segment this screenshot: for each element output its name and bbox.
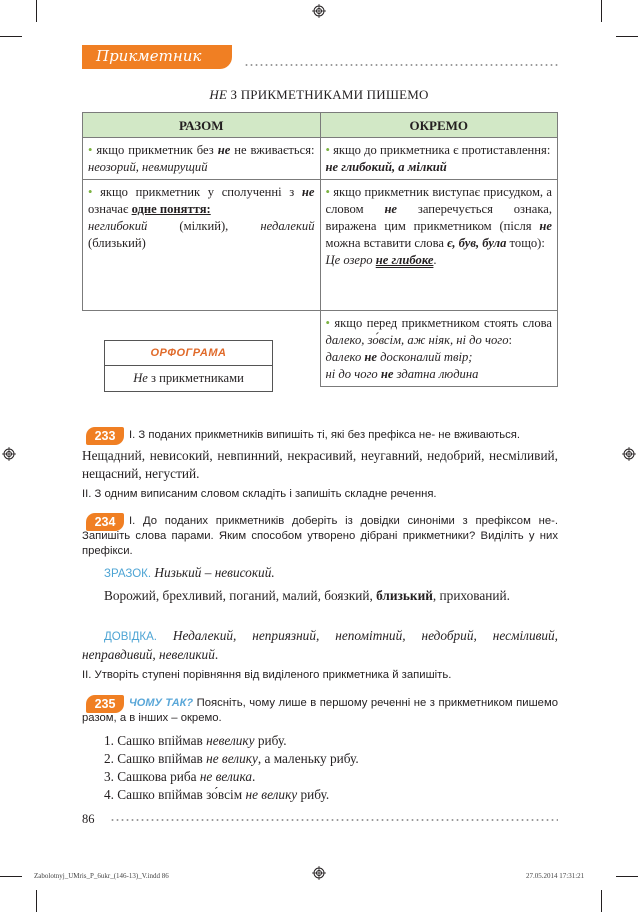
cell-example: не xyxy=(364,350,378,364)
exercise-words: Нещадний, невисокий, невпинний, некрасивий, неугавний, недобрий, несміливий, нещасний, негустий. xyxy=(82,448,558,481)
table-cell xyxy=(83,180,321,311)
exercise-task xyxy=(82,696,558,726)
help-label: ДОВІДКА. xyxy=(104,631,157,643)
help-end: . xyxy=(214,647,219,662)
cell-example: неглибокий xyxy=(88,219,148,233)
highlighted-word: близький xyxy=(376,588,433,603)
cell-text: якщо до прикметника є протиставлення: xyxy=(333,143,551,157)
title-italic: НЕ xyxy=(209,87,228,102)
cell-text: якщо прикметник виступає присудком, а словом xyxy=(325,185,552,216)
sentence-list xyxy=(104,732,558,804)
cell-text: одне поняття: xyxy=(131,202,211,216)
registration-mark-icon xyxy=(2,447,16,461)
exercise-number-badge: 233 xyxy=(86,427,124,445)
cell-text: : xyxy=(508,333,513,347)
list-item xyxy=(104,750,558,768)
cell-text: не xyxy=(301,185,315,199)
sample-word: Низький xyxy=(154,565,202,580)
help-block xyxy=(82,627,558,664)
cell-example: далеко xyxy=(325,350,365,364)
title-rest: З ПРИКМЕТНИКАМИ ПИШЕМО xyxy=(227,87,429,102)
col-header-separately: ОКРЕМО xyxy=(320,113,558,138)
cell-example: ні до чого xyxy=(325,367,381,381)
cell-text: не xyxy=(217,143,231,157)
sample-dash: – xyxy=(201,565,215,580)
cell-example: далеко, зо́всім, аж ніяк, ні до чого xyxy=(325,333,509,347)
crop-mark xyxy=(601,890,602,912)
table-row xyxy=(83,180,558,311)
orfogram-text-italic: Не xyxy=(133,371,148,385)
exercise-number-badge: 235 xyxy=(86,695,124,713)
cell-example: неозорий, невмирущий xyxy=(88,160,208,174)
header-dotted-rule xyxy=(244,64,558,66)
crop-mark xyxy=(616,876,638,877)
cell-text: якщо перед прикметником стоять слова xyxy=(334,316,553,330)
registration-mark-icon xyxy=(312,866,326,880)
bullet-icon: • xyxy=(325,143,330,157)
orfogram-text-rest: з прикметниками xyxy=(147,371,244,385)
table-cell xyxy=(320,311,558,387)
sample-label: ЗРАЗОК. xyxy=(104,568,152,580)
why-label: ЧОМУ ТАК? xyxy=(129,697,194,709)
slug-file: Zabolotnyj_UMris_P_6ukr_(146-13)_V.indd 86 xyxy=(34,872,169,880)
table-cell xyxy=(320,180,558,311)
sentence-adj: не велику xyxy=(206,751,258,766)
exercise-task-text: І. До поданих прикметників доберіть із довідки синоніми з префіксом не-. Запишіть слова парами. Яким способом утворено дібрані прикметники? Виділіть у них префікси. xyxy=(82,515,558,557)
sentence-text: 1. Сашко впіймав xyxy=(104,733,207,748)
cell-text: не xyxy=(539,219,552,233)
sample-word: невисокий. xyxy=(214,565,275,580)
cell-text: (мілкий), xyxy=(147,219,261,233)
registration-mark-icon xyxy=(312,4,326,18)
sample-line xyxy=(104,564,558,583)
list-item xyxy=(104,768,558,786)
crop-mark xyxy=(0,876,22,877)
footer-dotted-rule xyxy=(110,819,558,821)
cell-text: є, був, була xyxy=(447,236,507,250)
cell-example: не глибоке xyxy=(375,253,434,267)
exercise-task: ІІ. З одним виписаним словом складіть і запишіть складне речення. xyxy=(82,488,437,500)
crop-mark xyxy=(36,0,37,22)
table-header-row xyxy=(83,113,558,138)
chapter-tab xyxy=(82,45,232,69)
orfogram-box xyxy=(104,340,273,392)
crop-mark xyxy=(36,890,37,912)
exercise-words-text: Ворожий, брехливий, поганий, малий, боязкий, xyxy=(104,588,377,603)
sentence-text: , а маленьку рибу. xyxy=(257,751,359,766)
table-cell xyxy=(83,138,321,180)
table-cell xyxy=(320,138,558,180)
orfogram-heading: ОРФОГРАМА xyxy=(105,341,272,366)
exercise-words-text: , прихований. xyxy=(432,588,510,603)
cell-example: здатна людина xyxy=(393,367,479,381)
sentence-text: рибу. xyxy=(254,733,287,748)
sentence-text: 4. Сашко впіймав зо́всім xyxy=(104,787,246,802)
cell-text: можна вставити слова xyxy=(325,236,448,250)
page-title xyxy=(0,87,638,103)
chapter-tab-label: Прикметник xyxy=(96,47,202,65)
cell-example: Це озеро xyxy=(325,253,376,267)
cell-example: досконалий твір; xyxy=(377,350,473,364)
cell-text: означає xyxy=(88,202,132,216)
cell-text: . xyxy=(433,253,437,267)
exercise-number-badge: 234 xyxy=(86,513,124,531)
registration-mark-icon xyxy=(622,447,636,461)
crop-mark xyxy=(616,36,638,37)
cell-text: тощо): xyxy=(506,236,545,250)
bullet-icon: • xyxy=(325,316,330,330)
sentence-adj: невелику xyxy=(206,733,255,748)
sentence-text: 2. Сашко впіймав xyxy=(104,751,207,766)
list-item xyxy=(104,732,558,750)
cell-example: не глибокий, а мілкий xyxy=(325,160,447,174)
cell-text: якщо прикметник у сполученні з xyxy=(100,185,302,199)
exercise-words xyxy=(82,587,558,605)
bullet-icon: • xyxy=(88,185,93,199)
exercise-task: ІІ. Утворіть ступені порівняння від виділеного прикметника й запишіть. xyxy=(82,669,452,681)
exercise-task-text: Поясніть, чому лише в першому реченні не з прикметником пишемо разом, а в інших – окремо. xyxy=(82,697,558,724)
cell-example: не xyxy=(380,367,394,381)
list-item xyxy=(104,786,558,804)
crop-mark xyxy=(0,36,22,37)
page-number: 86 xyxy=(82,812,95,826)
bullet-icon: • xyxy=(88,143,93,157)
orfogram-text xyxy=(105,366,272,390)
sentence-text: 3. Сашкова риба xyxy=(104,769,200,784)
col-header-together: РАЗОМ xyxy=(83,113,321,138)
table-row xyxy=(83,138,558,180)
sentence-adj: не велику xyxy=(245,787,298,802)
cell-text: не вживається: xyxy=(230,143,315,157)
exercise-task xyxy=(82,514,558,559)
bullet-icon: • xyxy=(325,185,330,199)
crop-mark xyxy=(601,0,602,22)
cell-text: не xyxy=(384,202,398,216)
slug-date: 27.05.2014 17:31:21 xyxy=(526,872,585,880)
cell-text: заперечується ознака, виражена цим прикметником (після xyxy=(325,202,552,233)
cell-text: якщо прикметник без xyxy=(96,143,218,157)
sentence-text: . xyxy=(251,769,256,784)
exercise-task: І. З поданих прикметників випишіть ті, які без префікса не- не вживаються. xyxy=(129,429,521,441)
cell-text: (близький) xyxy=(88,236,146,250)
cell-example: недалекий xyxy=(260,219,315,233)
help-text: Недалекий, неприязний, непомітний, недобрий, несміливий, неправдивий, невеликий xyxy=(82,628,558,662)
sentence-text: рибу. xyxy=(297,787,330,802)
sentence-adj: не велика xyxy=(199,769,252,784)
